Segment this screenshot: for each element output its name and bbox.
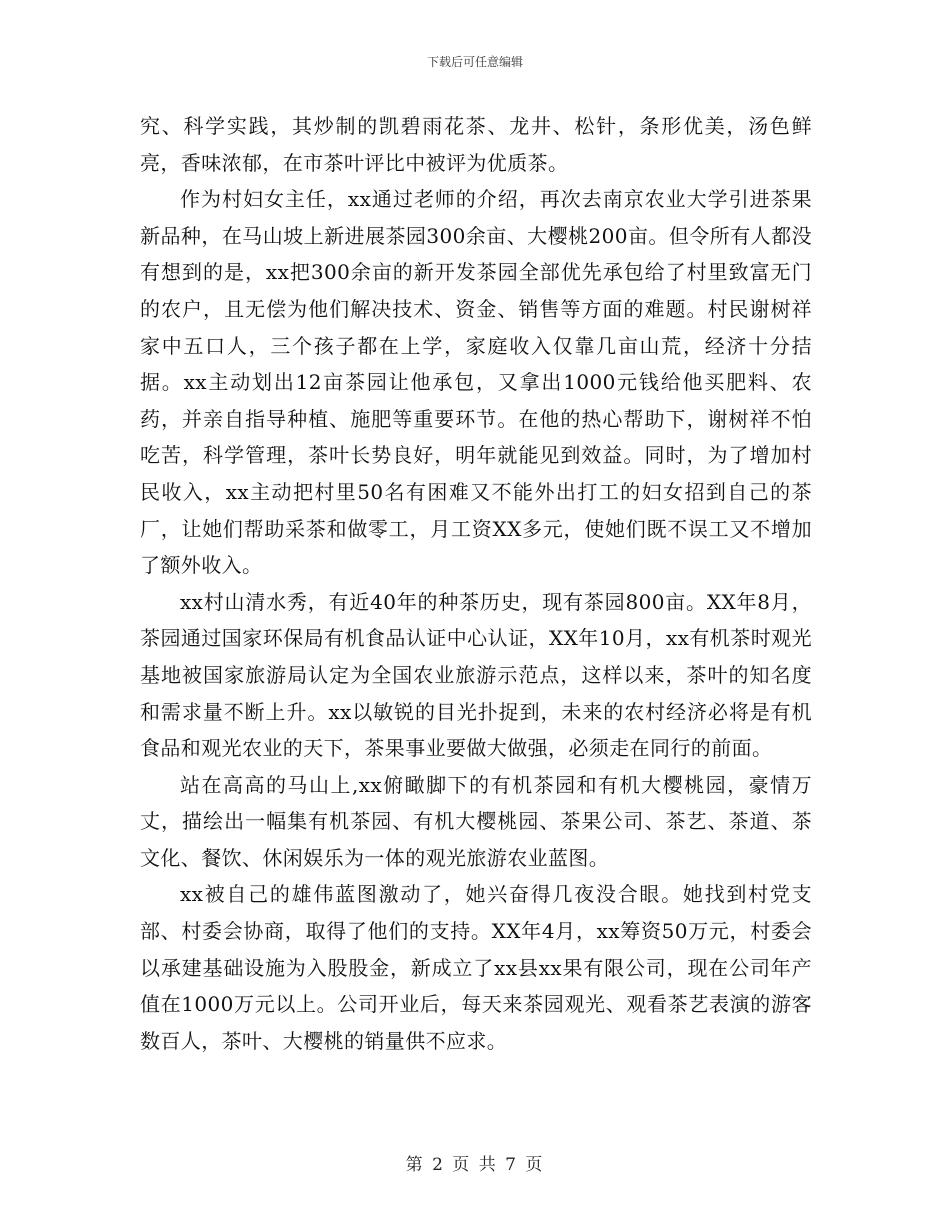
paragraph: 作为村妇女主任，xx通过老师的介绍，再次去南京农业大学引进茶果新品种，在马山坡上新进展茶园300余亩、大樱桃200亩。但令所有人都没有想到的是，xx把300余亩的新开发茶园全部优先承包给了村里致富无门的农户，且无偿为他们解决技术、资金、销售等方面的难题。村民谢树祥家中五口人，三个孩子都在上学，家庭收入仅靠几亩山荒，经济十分拮据。xx主动划出12亩茶园让他承包，又拿出1000元钱给他买肥料、农药，并亲自指导种植、施肥等重要环节。在他的热心帮助下，谢树祥不怕吃苦，科学管理，茶叶长势良好，明年就能见到效益。同时，为了增加村民收入，xx主动把村里50名有困难又不能外出打工的妇女招到自己的茶厂，让她们帮助采茶和做零工，月工资XX多元，使她们既不误工又不增加了额外收入。 bbox=[140, 187, 812, 578]
paragraph-continued: 究、科学实践，其炒制的凯碧雨花茶、龙井、松针，条形优美，汤色鲜亮，香味浓郁，在市茶叶评比中被评为优质茶。 bbox=[140, 114, 812, 175]
page-header: 下载后可任意编辑 bbox=[426, 55, 523, 69]
paragraph: xx村山清水秀，有近40年的种茶历史，现有茶园800亩。XX年8月，茶园通过国家环保局有机食品认证中心认证，XX年10月，xx有机茶时观光基地被国家旅游局认定为全国农业旅游示范点，这样以来，茶叶的知名度和需求量不断上升。xx以敏锐的目光扑捉到，未来的农村经济必将是有机食品和观光农业的天下，茶果事业要做大做强，必须走在同行的前面。 bbox=[140, 589, 812, 761]
page-number-footer: 第 2 页 共 7 页 bbox=[405, 1155, 545, 1175]
paragraph: xx被自己的雄伟蓝图激动了，她兴奋得几夜没合眼。她找到村党支部、村委会协商，取得了他们的支持。XX年4月，xx筹资50万元，村委会以承建基础设施为入股股金，新成立了xx县xx果有限公司，现在公司年产值在1000万元以上。公司开业后，每天来茶园观光、观看茶艺表演的游客数百人，茶叶、大樱桃的销量供不应求。 bbox=[140, 882, 812, 1053]
paragraph: 站在高高的马山上,xx俯瞰脚下的有机茶园和有机大樱桃园，豪情万丈，描绘出一幅集有机茶园、有机大樱桃园、茶果公司、茶艺、茶道、茶文化、餐饮、休闲娱乐为一体的观光旅游农业蓝图。 bbox=[140, 772, 812, 870]
document-body bbox=[140, 108, 812, 1059]
